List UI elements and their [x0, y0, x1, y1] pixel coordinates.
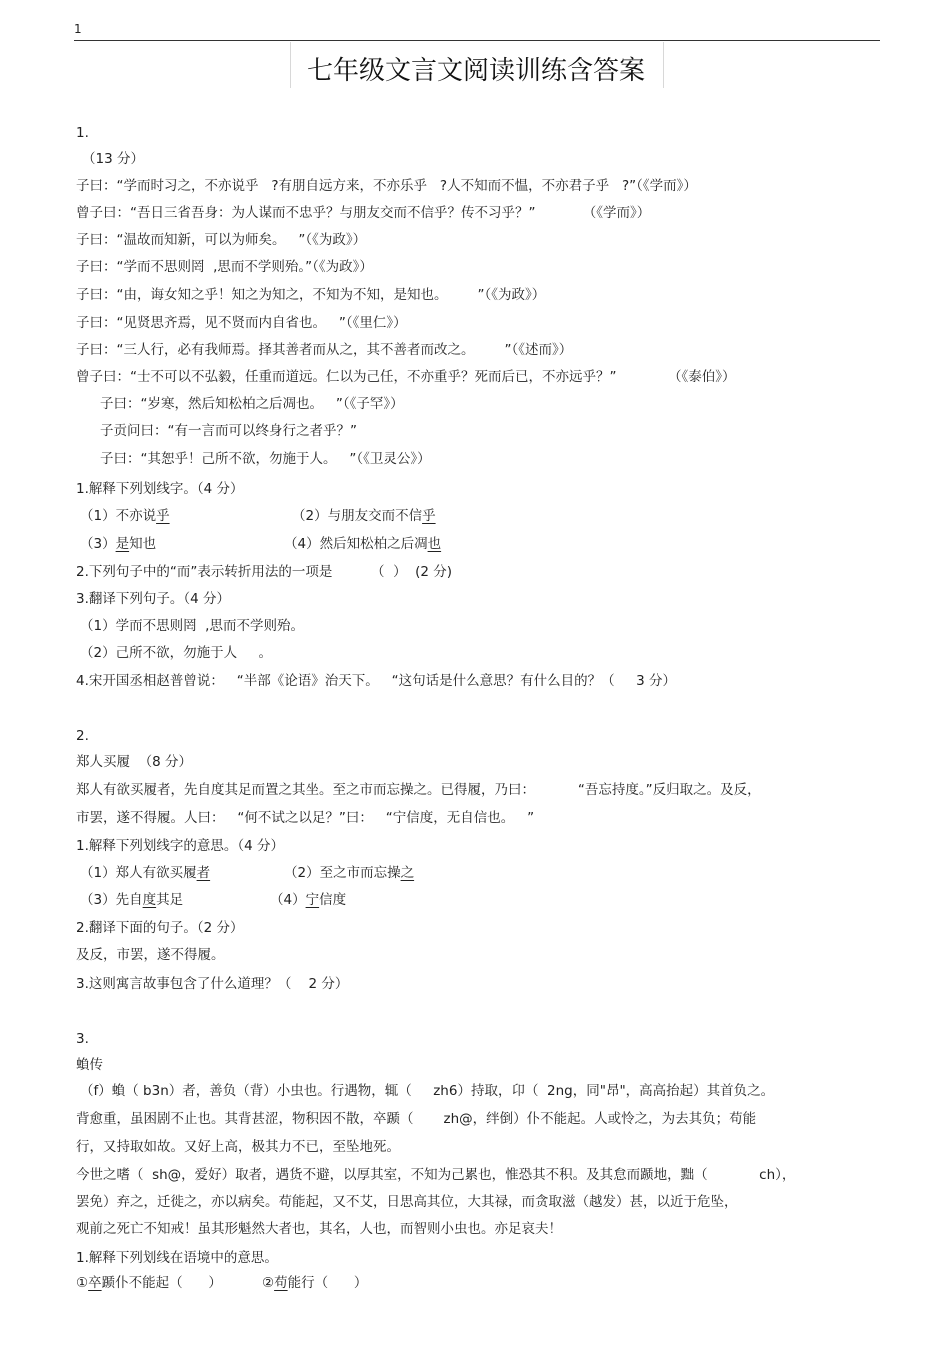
underlined-char: 宁 [305, 892, 320, 908]
section-heading: 郑人买履 （8 分） [76, 754, 192, 770]
underlined-char: 度 [142, 892, 157, 908]
question: 1.解释下列划线字。（4 分） [76, 481, 244, 497]
section-number: 1. [76, 125, 89, 141]
underlined-char: 卒 [88, 1275, 102, 1291]
underlined-char: 乎 [156, 508, 170, 524]
sub-question: （2）至之市而忘操之 [284, 865, 415, 881]
underlined-char: 是 [115, 536, 130, 552]
passage-line: 背愈重，虽困剧不止也。其背甚涩，物积因不散，卒踬（ zh@，绊倒）仆不能起。人或怜之，为去其负；苟能 [76, 1111, 757, 1127]
question: 2.翻译下面的句子。（2 分） [76, 920, 244, 936]
passage-line: 子曰：“见贤思齐焉，见不贤而内自省也。 ”（《里仁》） [76, 315, 407, 331]
passage-line: 子曰：“学而不思则罔 ,思而不学则殆。”（《为政》） [76, 259, 373, 275]
underlined-char: 者 [196, 865, 211, 881]
sub-question: （1）郑人有欲买履者 [80, 865, 211, 881]
sub-question: （2）与朋友交而不信乎 [292, 508, 436, 524]
question: 2.下列句子中的“而”表示转折用法的一项是 （ ） (2 分) [76, 564, 453, 580]
section-number: 3. [76, 1031, 89, 1047]
question: 3.翻译下列句子。（4 分） [76, 591, 231, 607]
sub-question: （4）然后知松柏之后凋也 [284, 536, 442, 552]
passage-line: 郑人有欲买履者，先自度其足而置之其坐。至之市而忘操之。已得履，乃曰： “吾忘持度。”反归取之。及反， [76, 782, 761, 798]
underlined-char: 也 [427, 536, 442, 552]
passage-line: 子曰：“岁寒，然后知松柏之后凋也。 ”（《子罕》） [100, 396, 404, 412]
passage-line: 子曰：“三人行，必有我师焉。择其善者而从之，其不善者而改之。 ”（《述而》） [76, 342, 573, 358]
passage-line: 子曰：“学而时习之，不亦说乎 ?有朋自远方来，不亦乐乎 ?人不知而不愠，不亦君子乎 ?”（《学而》） [76, 178, 697, 194]
passage-line: 子贡问曰：“有一言而可以终身行之者乎？” [100, 423, 357, 439]
question: 4.宋开国丞相赵普曾说： “半部《论语》治天下。 “这句话是什么意思？有什么目的？（ 3 分） [76, 673, 676, 689]
question: 3.这则寓言故事包含了什么道理？（ 2 分） [76, 976, 349, 992]
passage-line: 曾子曰：“士不可以不弘毅，任重而道远。仁以为己任，不亦重乎？死而后已，不亦远乎？” （《泰伯》） [76, 369, 736, 385]
section-score: （13 分） [82, 151, 144, 167]
page-number: 1 [74, 22, 82, 36]
passage-line: 今世之嗜（ sh@，爱好）取者，遇货不避，以厚其室，不知为己累也，惟恐其不积。及其怠而踬地，黜（ ch）， [76, 1167, 796, 1183]
passage-line: 子曰：“其恕乎！己所不欲，勿施于人。 ”（《卫灵公》） [100, 451, 431, 467]
answer-prompt: 及反，市罢，遂不得履。 [76, 947, 225, 963]
sub-question: （2）己所不欲，勿施于人 。 [80, 645, 273, 661]
passage-line: 罢免）弃之，迁徙之，亦以病矣。苟能起，又不艾，日思高其位，大其禄，而贪取滋（越发）甚，以近于危坠， [76, 1194, 738, 1210]
sub-question: ②苟能行（ ） [262, 1275, 368, 1291]
section-number: 2. [76, 728, 89, 744]
passage-line: 行，又持取如故。又好上高，极其力不已，至坠地死。 [76, 1139, 400, 1155]
passage-line: （f）蝜（ b3n）者，善负（背）小虫也。行遇物，辄（ zh6）持取，卬（ 2ng，同"昂"，高高抬起）其首负之。 [80, 1083, 775, 1099]
question: 1.解释下列划线字的意思。（4 分） [76, 838, 285, 854]
passage-line: 市罢，遂不得履。人曰： “何不试之以足？”曰： “宁信度，无自信也。 ” [76, 810, 535, 826]
passage-line: 子曰：“温故而知新，可以为师矣。 ”（《为政》） [76, 232, 367, 248]
passage-line: 曾子曰：“吾日三省吾身：为人谋而不忠乎？与朋友交而不信乎？传不习乎？” （《学而》） [76, 205, 651, 221]
sub-question: （4）宁信度 [270, 892, 347, 908]
sub-question: （3）先自度其足 [80, 892, 184, 908]
sub-question: （1）不亦说乎 [80, 508, 170, 524]
question: 1.解释下列划线在语境中的意思。 [76, 1250, 278, 1266]
page-title: 七年级文言文阅读训练含答案 [306, 56, 645, 86]
sub-question: ①卒踬仆不能起（ ） [76, 1275, 222, 1291]
section-heading: 蝜传 [76, 1057, 103, 1073]
passage-line: 观前之死亡不知戒！虽其形魁然大者也，其名，人也，而智则小虫也。亦足哀夫！ [76, 1221, 562, 1237]
sub-question: （3）是知也 [80, 536, 157, 552]
passage-line: 子曰：“由，诲女知之乎！知之为知之，不知为不知，是知也。 ”（《为政》） [76, 287, 546, 303]
underlined-char: 之 [400, 865, 415, 881]
underlined-char: 苟 [274, 1275, 288, 1291]
header-rule [74, 40, 880, 41]
underlined-char: 乎 [422, 508, 436, 524]
sub-question: （1）学而不思则罔 ,思而不学则殆。 [80, 618, 304, 634]
